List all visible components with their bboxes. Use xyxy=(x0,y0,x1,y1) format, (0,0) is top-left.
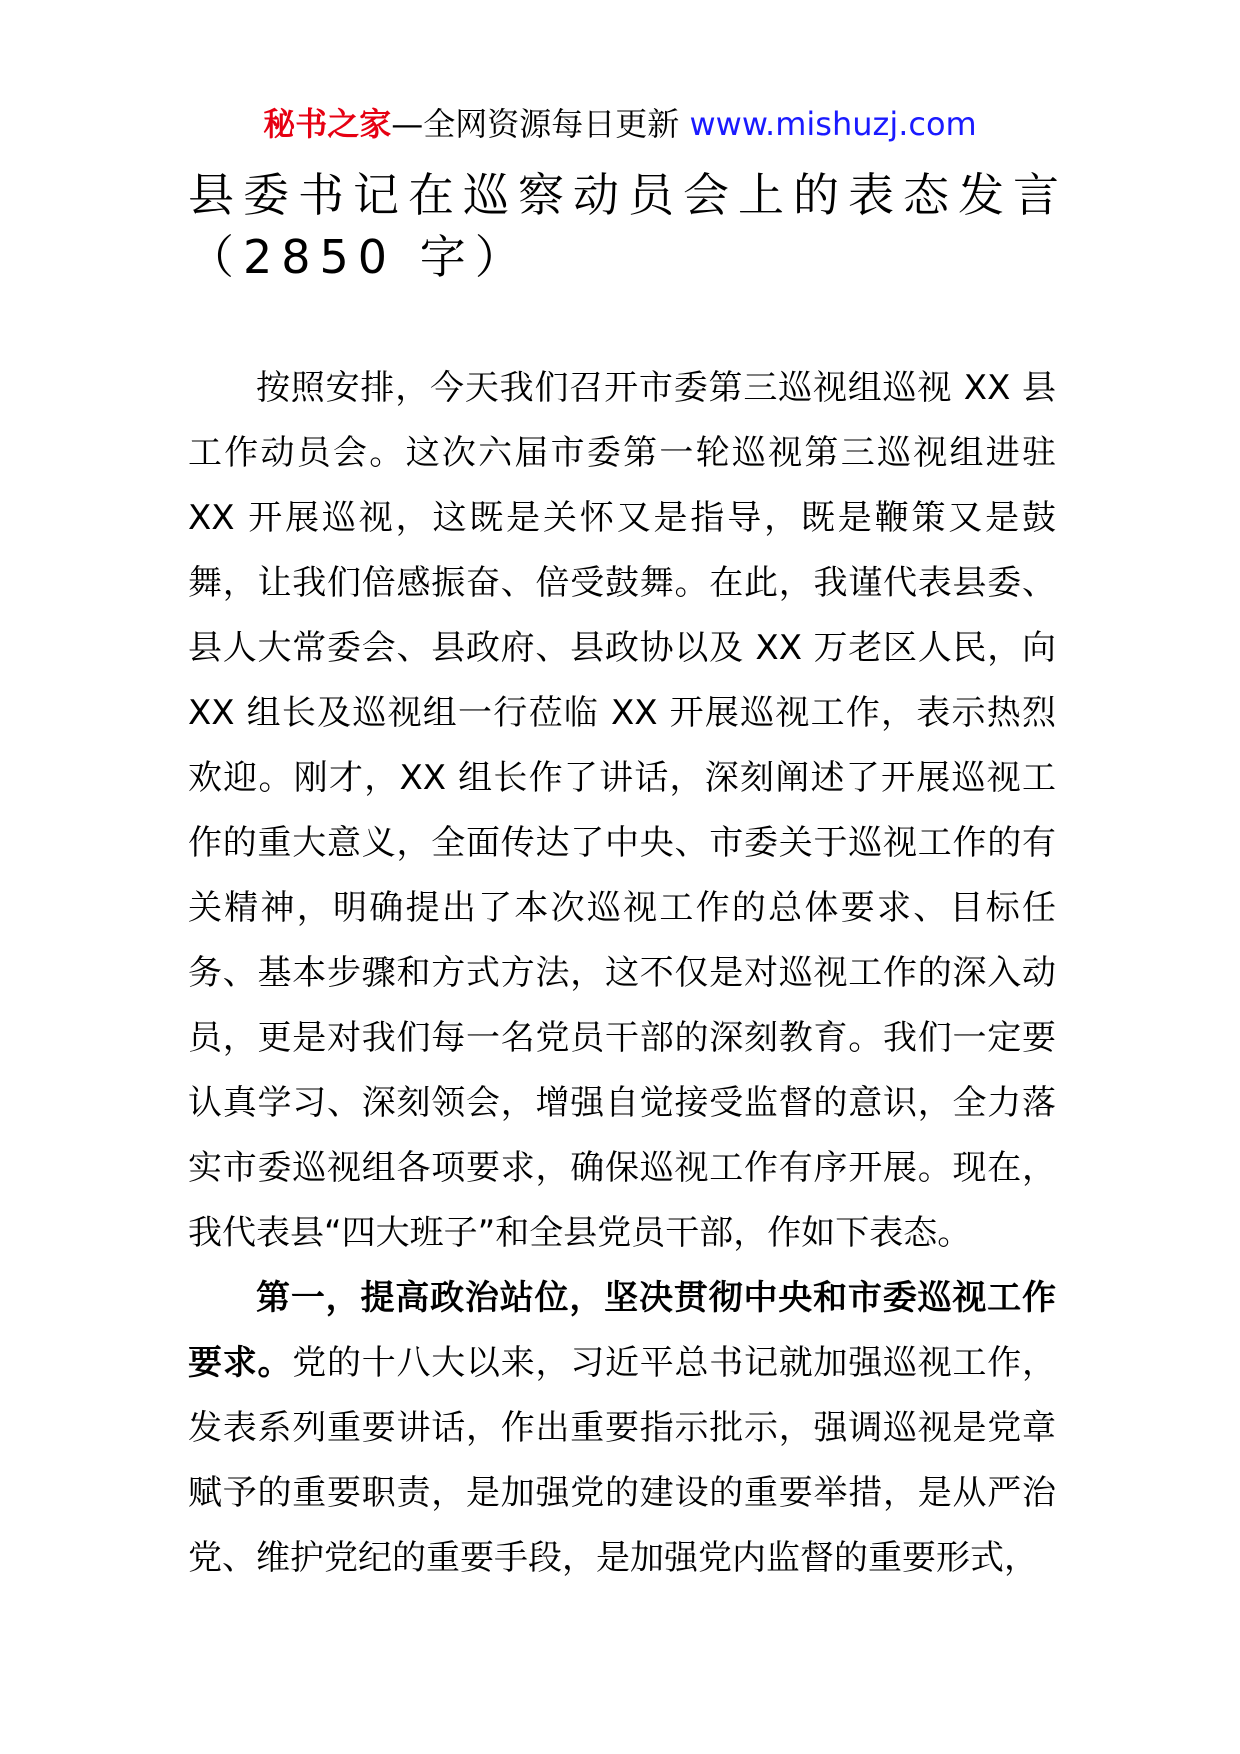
site-url-link[interactable]: www.mishuzj.com xyxy=(689,105,977,143)
paragraph-2 xyxy=(188,1266,1056,1591)
site-slogan: —全网资源每日更新 xyxy=(391,105,680,143)
paragraph-2-lead: 第一，提高政治站位，坚决贯彻中央和市委巡视工作要求。 xyxy=(188,1278,1056,1383)
paragraph-2-text: 党的十八大以来，习近平总书记就加强巡视工作，发表系列重要讲话，作出重要指示批示，强调巡视是党章赋予的重要职责，是加强党的建设的重要举措，是从严治党、维护党纪的重要手段，是加强党内监督的重要形式， xyxy=(188,1343,1056,1578)
document-body xyxy=(188,356,1056,1591)
document-title-wordcount: （2850 字） xyxy=(188,230,530,284)
site-header xyxy=(0,100,1240,148)
paragraph-1: 按照安排，今天我们召开市委第三巡视组巡视 XX 县工作动员会。这次六届市委第一轮巡视第三巡视组进驻 XX 开展巡视，这既是关怀又是指导，既是鞭策又是鼓舞，让我们倍感振奋、倍受鼓舞。在此，我谨代表县委、县人大常委会、县政府、县政协以及 XX 万老区人民，向 XX 组长及巡视组一行莅临 XX 开展巡视工作，表示热烈欢迎。刚才，XX 组长作了讲话，深刻阐述了开展巡视工作的重大意义，全面传达了中央、市委关于巡视工作的有关精神，明确提出了本次巡视工作的总体要求、目标任务、基本步骤和方式方法，这不仅是对巡视工作的深入动员，更是对我们每一名党员干部的深刻教育。我们一定要认真学习、深刻领会，增强自觉接受监督的意识，全力落实市委巡视组各项要求，确保巡视工作有序开展。现在，我代表县“四大班子”和全县党员干部，作如下表态。 xyxy=(188,368,1056,1253)
document-title xyxy=(188,164,1068,288)
site-brand: 秘书之家 xyxy=(263,105,392,143)
document-title-main: 县委书记在巡察动员会上的表态发言 xyxy=(188,168,1068,222)
